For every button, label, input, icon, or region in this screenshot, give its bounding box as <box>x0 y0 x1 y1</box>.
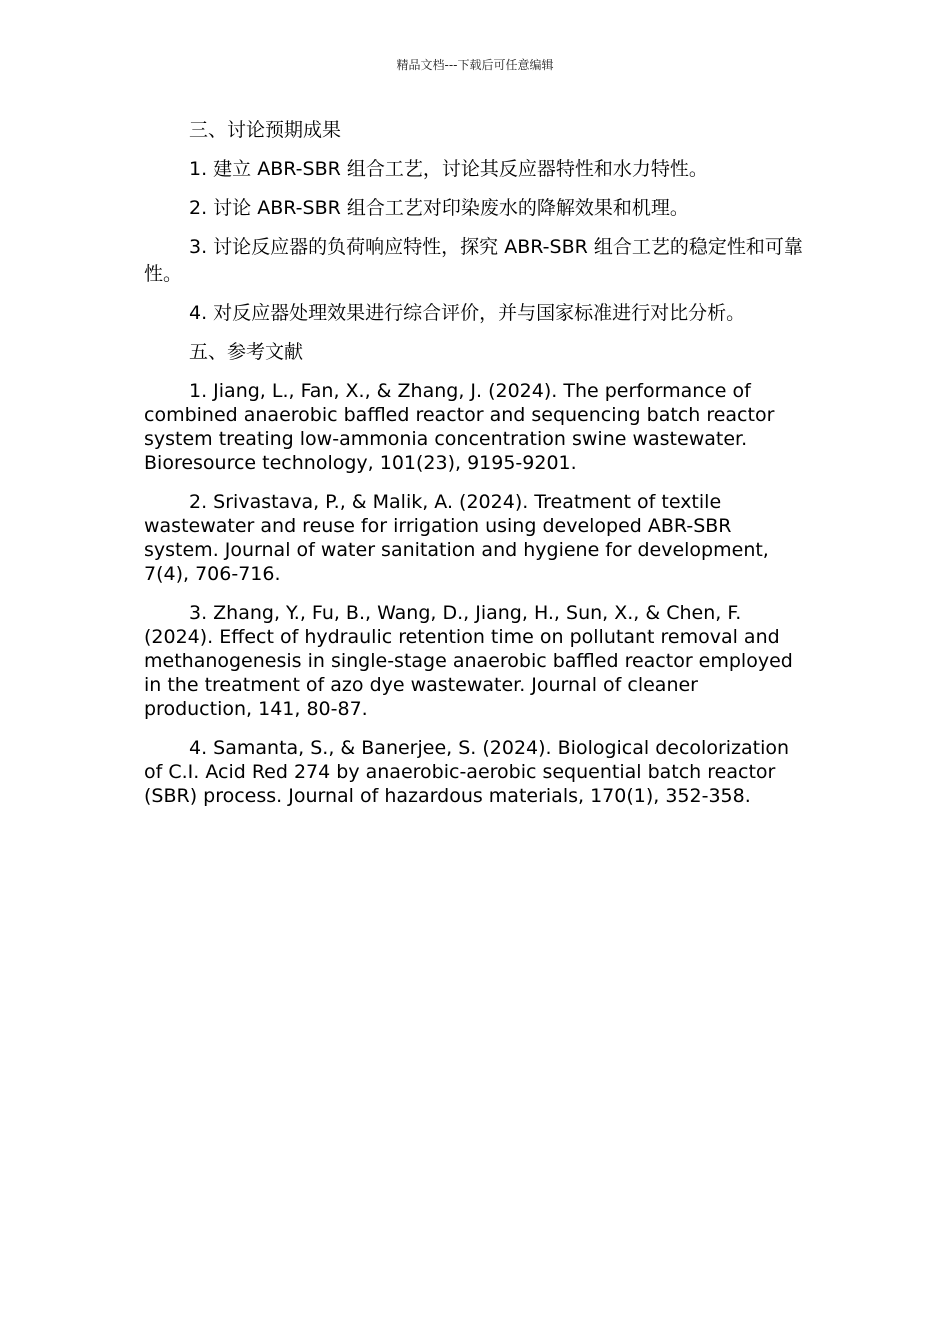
discussion-item: 1. 建立 ABR-SBR 组合工艺，讨论其反应器特性和水力特性。 <box>189 158 708 180</box>
page-header: 精品文档---下载后可任意编辑 <box>396 58 554 72</box>
reference-item: 2. Srivastava, P., & Malik, A. (2024). Treatment of textile wastewater and reuse for irrigation using developed ABR-SBR system. Journal of water sanitation and hygiene for development, 7(4), 706-716. <box>144 491 769 585</box>
references-heading: 五、参考文献 <box>189 341 304 363</box>
discussion-item: 2. 讨论 ABR-SBR 组合工艺对印染废水的降解效果和机理。 <box>189 197 689 219</box>
discussion-item: 3. 讨论反应器的负荷响应特性，探究 ABR-SBR 组合工艺的稳定性和可靠性。 <box>144 236 803 285</box>
reference-item: 4. Samanta, S., & Banerjee, S. (2024). Biological decolorization of C.I. Acid Red 274 by anaerobic-aerobic sequential batch reactor (SBR) process. Journal of hazardous materials, 170(1), 352-358. <box>144 737 790 807</box>
reference-item: 1. Jiang, L., Fan, X., & Zhang, J. (2024). The performance of combined anaerobic baffled reactor and sequencing batch reactor system treating low-ammonia concentration swine wastewater. Bioresource technology, 101(23), 9195-9201. <box>144 380 775 474</box>
document-body <box>144 117 808 823</box>
discussion-heading: 三、讨论预期成果 <box>189 119 342 141</box>
discussion-item: 4. 对反应器处理效果进行综合评价，并与国家标准进行对比分析。 <box>189 302 746 324</box>
reference-item: 3. Zhang, Y., Fu, B., Wang, D., Jiang, H., Sun, X., & Chen, F. (2024). Effect of hydraulic retention time on pollutant removal and methanogenesis in single-stage anaerobic baffled reactor employed in the treatment of azo dye wastewater. Journal of cleaner production, 141, 80-87. <box>144 602 793 720</box>
